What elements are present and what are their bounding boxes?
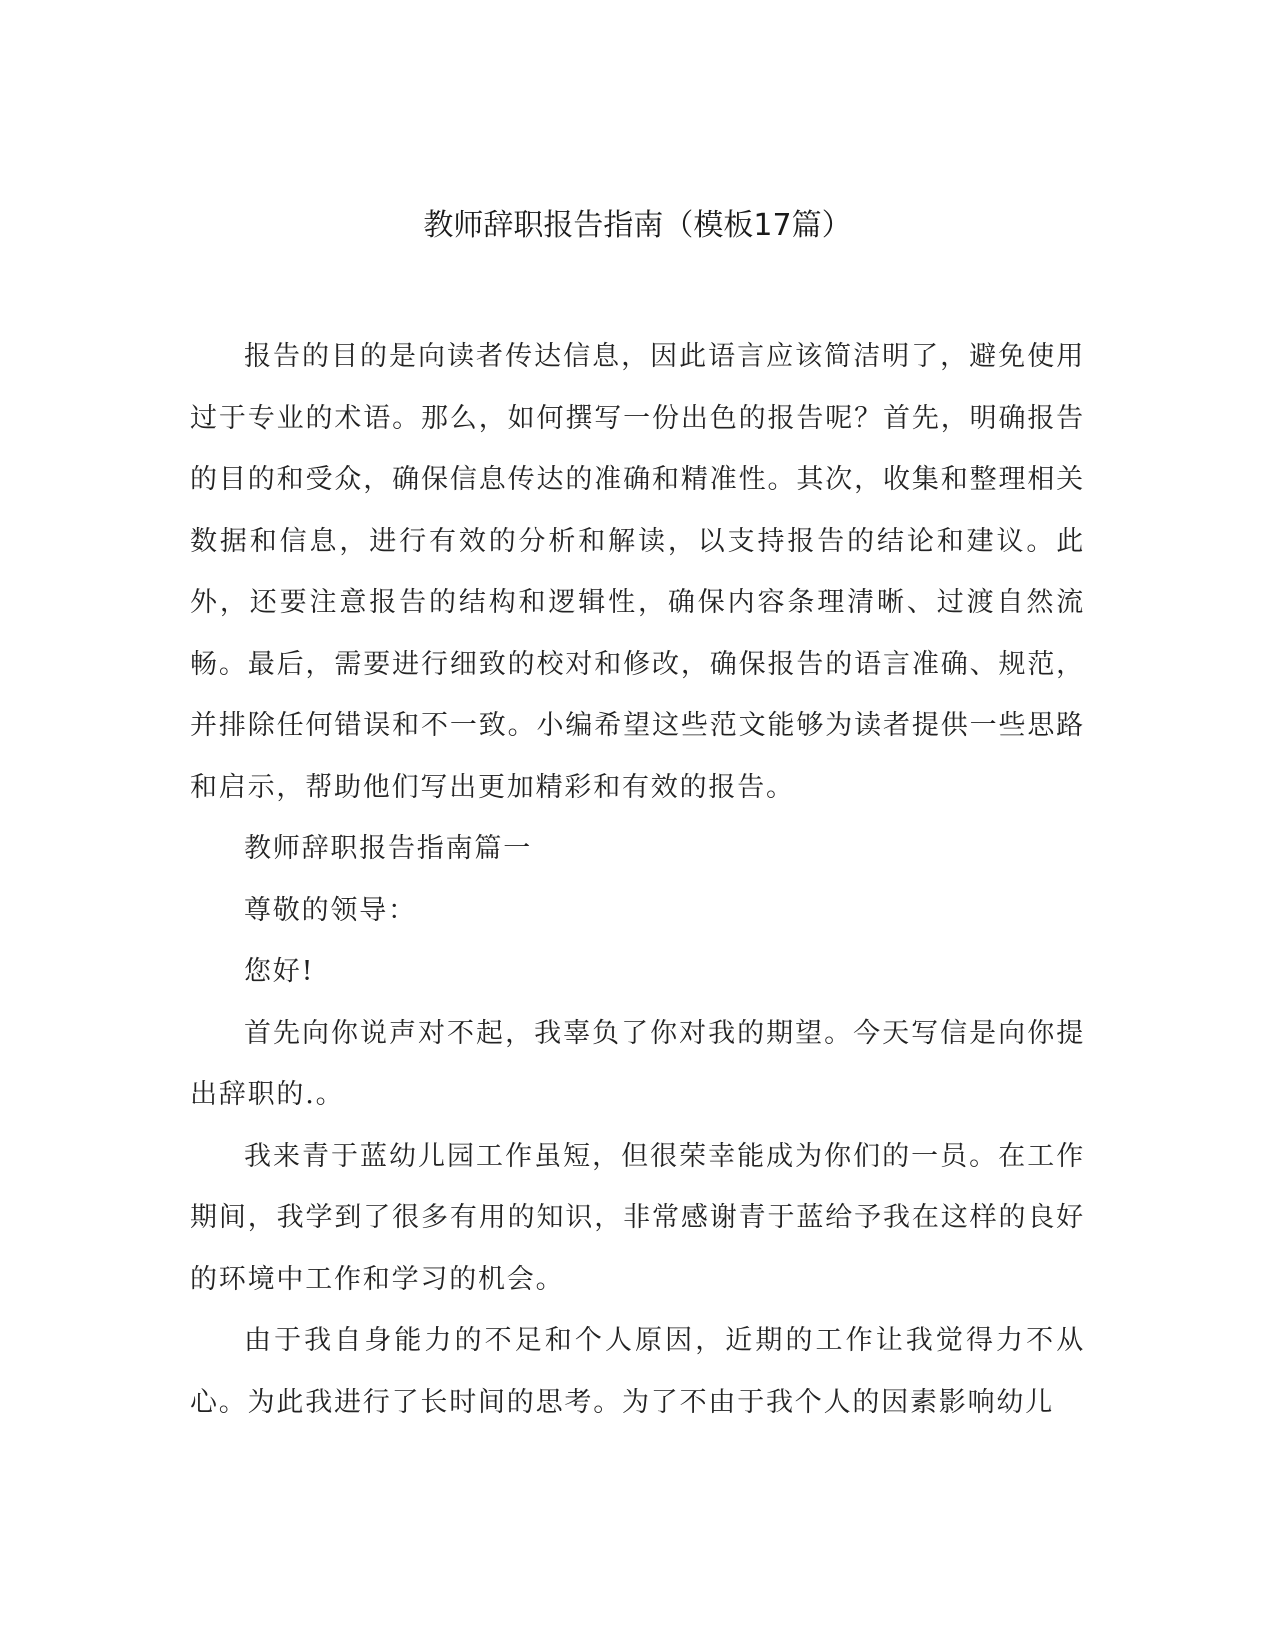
section-heading: 教师辞职报告指南篇一 [244,833,532,864]
document-title: 教师辞职报告指南（模板17篇） [423,208,852,243]
salutation: 尊敬的领导： [244,894,417,926]
body-paragraph: 由于我自身能力的不足和个人原因，近期的工作让我觉得力不从心。为此我进行了长时间的思考。为了不由于我个人的因素影响幼儿 [190,1325,1085,1418]
greeting: 您好! [244,956,315,987]
document-body [190,326,1085,1433]
body-paragraph: 我来青于蓝幼儿园工作虽短，但很荣幸能成为你们的一员。在工作期间，我学到了很多有用的知识，非常感谢青于蓝给予我在这样的良好的环境中工作和学习的机会。 [190,1140,1085,1295]
body-paragraph: 首先向你说声对不起，我辜负了你对我的期望。今天写信是向你提出辞职的.。 [190,1017,1085,1110]
intro-paragraph: 报告的目的是向读者传达信息，因此语言应该简洁明了，避免使用过于专业的术语。那么，如何撰写一份出色的报告呢？首先，明确报告的目的和受众，确保信息传达的准确和精准性。其次，收集和整理相关数据和信息，进行有效的分析和解读，以支持报告的结论和建议。此外，还要注意报告的结构和逻辑性，确保内容条理清晰、过渡自然流畅。最后，需要进行细致的校对和修改，确保报告的语言准确、规范，并排除任何错误和不一致。小编希望这些范文能够为读者提供一些思路和启示，帮助他们写出更加精彩和有效的报告。 [190,341,1085,803]
